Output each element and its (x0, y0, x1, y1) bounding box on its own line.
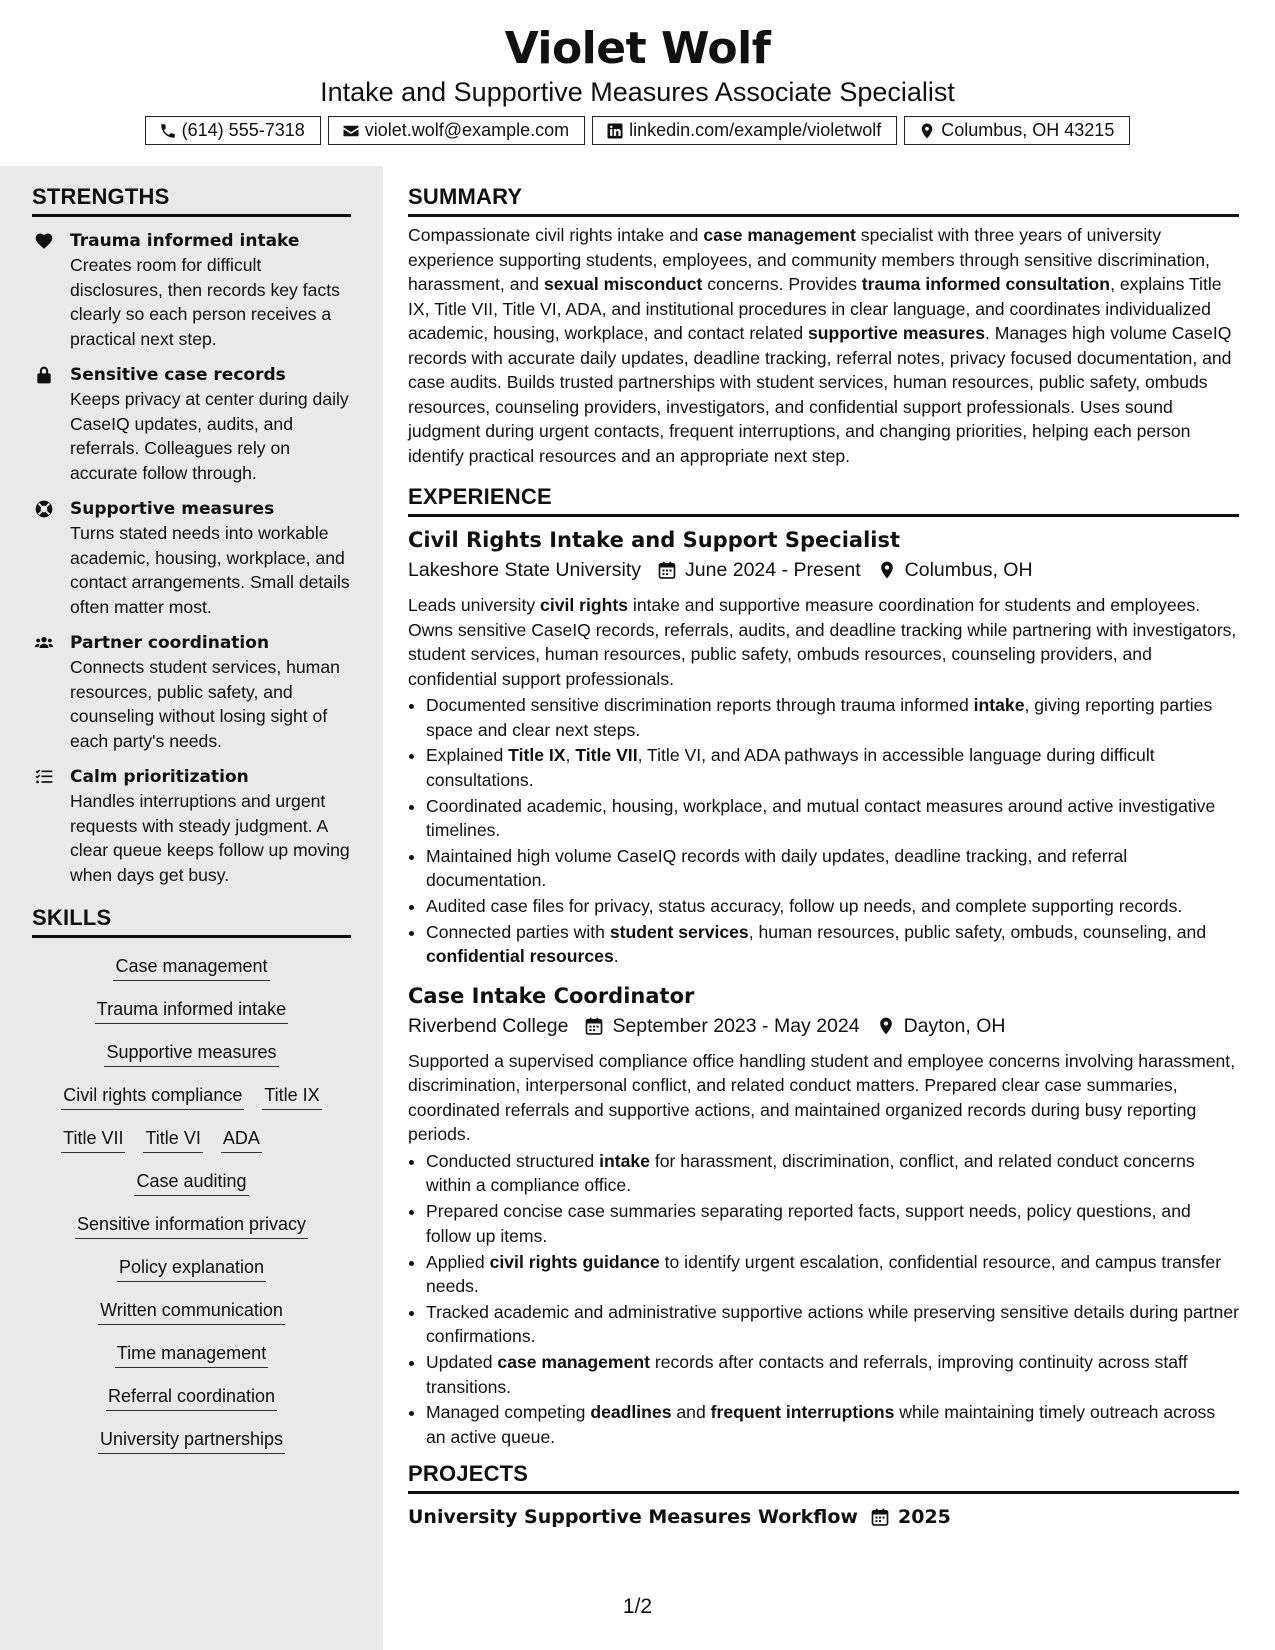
bullet-item: • Maintained high volume CaseIQ records with daily updates, deadline tracking, and referral documentation. (426, 844, 1239, 893)
bullet-item: • Applied civil rights guidance to identify urgent escalation, confidential resource, and campus transfer needs. (426, 1250, 1239, 1299)
contact-location (904, 116, 1130, 145)
emphasis-text: supportive measures (808, 323, 986, 343)
emphasis-text: student services (609, 921, 749, 942)
emphasis-text: confidential resources (426, 946, 614, 967)
job-description: Supported a supervised compliance office handling student and employee concerns involving harassment, discrimination, interpersonal conflict, and related conduct matters. Prepared clear case summaries, coordinated referrals and supportive actions, and maintained organized records during busy reporting periods. (408, 1050, 1236, 1145)
project-entry (408, 1502, 1239, 1532)
job-location: Columbus, OH (904, 559, 1033, 581)
emphasis-text: trauma informed consultation (861, 274, 1111, 294)
heart-icon (34, 231, 54, 251)
calendar-icon (870, 1507, 890, 1527)
strength-title: Supportive measures (70, 499, 275, 519)
strengths-heading: STRENGTHS (32, 184, 351, 217)
strength-item (32, 363, 351, 485)
contact-location-text: Columbus, OH 43215 (941, 120, 1115, 140)
strength-title: Trauma informed intake (70, 231, 300, 251)
contact-bar (0, 116, 1275, 145)
contact-email-text: violet.wolf@example.com (364, 120, 570, 140)
skill-tag: Supportive measures (104, 1040, 278, 1067)
job-org: Lakeshore State University (408, 559, 642, 581)
candidate-name: Violet Wolf (504, 23, 771, 74)
bullet-item: • Tracked academic and administrative supportive actions while preserving sensitive details during partner confirmations. (426, 1300, 1239, 1349)
skill-tag: Title IX (262, 1083, 321, 1110)
skill-tag: Title VI (143, 1126, 202, 1153)
contact-email[interactable] (328, 116, 585, 145)
bullet-item: • Connected parties with student services, human resources, public safety, ombuds, counseling, and confidential resources. (426, 920, 1239, 969)
job-dates: September 2023 - May 2024 (612, 1014, 860, 1037)
skill-tag: ADA (221, 1126, 262, 1153)
emphasis-text: civil rights guidance (489, 1251, 660, 1272)
skill-tag: Case management (113, 954, 269, 981)
skill-tag: Case auditing (134, 1169, 248, 1196)
projects-heading: PROJECTS (408, 1461, 1239, 1494)
skill-tag: Written communication (98, 1298, 285, 1325)
life-ring-icon (34, 499, 54, 519)
strength-desc: Creates room for difficult disclosures, then records key facts clearly so each person receives a practical next step. (70, 255, 340, 349)
emphasis-text: frequent interruptions (710, 1402, 895, 1423)
location-pin-icon (876, 1016, 896, 1036)
strength-item (32, 229, 351, 351)
emphasis-text: case management (703, 225, 856, 245)
bullet-item: • Managed competing deadlines and frequent interruptions while maintaining timely outreach across an active queue. (426, 1400, 1239, 1449)
strength-desc: Connects student services, human resources, public safety, and counseling without losing sight of each party's needs. (70, 657, 340, 751)
strength-item (32, 497, 351, 619)
skills-heading: SKILLS (32, 905, 351, 938)
summary-text: Compassionate civil rights intake and case management specialist with three years of university experience supporting students, employees, and community members through sensitive discrimination, harassment, and sexual misconduct concerns. Provides trauma informed consultation, explains Title IX, Title VII, Title VI, ADA, and institutional procedures in clear language, and coordinates individualized academic, housing, workplace, and contact related supportive measures. Manages high volume CaseIQ records with accurate daily updates, deadline tracking, referral notes, privacy focused documentation, and case audits. Builds trusted partnerships with student services, human resources, public safety, ombuds resources, counseling providers, investigators, and confidential support professionals. Uses sound judgment during urgent contacts, frequent interruptions, and changing priorities, helping each person identify practical resources and an appropriate next step. (408, 225, 1232, 466)
linkedin-icon (606, 122, 624, 140)
job-dates: June 2024 - Present (685, 559, 861, 581)
experience-heading: EXPERIENCE (408, 484, 1239, 517)
strength-title: Sensitive case records (70, 365, 286, 385)
skill-tag: Time management (115, 1341, 268, 1368)
main-column (408, 166, 1239, 1650)
skill-tag: Title VII (61, 1126, 125, 1153)
job-location: Dayton, OH (903, 1014, 1006, 1037)
envelope-icon (342, 122, 360, 140)
resume-header (0, 0, 1275, 166)
emphasis-text: case management (497, 1352, 650, 1373)
page-number: 1/2 (622, 1595, 653, 1618)
bullet-item: • Audited case files for privacy, status accuracy, follow up needs, and complete supporting records. (426, 894, 1239, 919)
list-check-icon (34, 767, 54, 787)
location-pin-icon (918, 122, 936, 140)
emphasis-text: Title IX (508, 745, 566, 766)
bullet-item: • Documented sensitive discrimination reports through trauma informed intake, giving reporting parties space and clear next steps. (426, 693, 1239, 742)
emphasis-text: Title VII (575, 745, 638, 766)
emphasis-text: sexual misconduct (543, 274, 703, 294)
bullet-item: • Updated case management records after contacts and referrals, improving continuity across staff transitions. (426, 1350, 1239, 1399)
skills-list (32, 954, 351, 1454)
job-meta (408, 555, 1239, 585)
job-org: Riverbend College (408, 1014, 569, 1037)
emphasis-text: intake (973, 695, 1025, 715)
job-title: Case Intake Coordinator (408, 983, 695, 1008)
candidate-headline: Intake and Supportive Measures Associate Specialist (320, 77, 955, 107)
project-title: University Supportive Measures Workflow (408, 1506, 858, 1529)
bullet-item: • Prepared concise case summaries separating reported facts, support needs, policy questions, and follow up items. (426, 1199, 1239, 1248)
skill-tag: Policy explanation (117, 1255, 266, 1282)
contact-phone-text: (614) 555-7318 (181, 120, 305, 140)
strength-item (32, 631, 351, 753)
emphasis-text: civil rights (540, 595, 629, 615)
phone-icon (159, 122, 177, 140)
job-meta (408, 1011, 1239, 1041)
contact-linkedin-text: linkedin.com/example/violetwolf (629, 120, 882, 140)
job-bullets (408, 693, 1239, 969)
job-entry (408, 981, 1239, 1449)
strength-desc: Handles interruptions and urgent requests with steady judgment. A clear queue keeps follow up moving when days get busy. (70, 791, 350, 885)
emphasis-text: deadlines (590, 1402, 672, 1423)
skill-tag: Referral coordination (106, 1384, 277, 1411)
skill-tag: Trauma informed intake (95, 997, 288, 1024)
summary-heading: SUMMARY (408, 184, 1239, 217)
strength-title: Partner coordination (70, 633, 270, 653)
calendar-icon (584, 1016, 604, 1036)
job-title: Civil Rights Intake and Support Specialist (408, 528, 901, 552)
skill-tag: Sensitive information privacy (75, 1212, 308, 1239)
job-entry (408, 525, 1239, 969)
users-icon (34, 633, 54, 653)
skill-tag: University partnerships (98, 1427, 285, 1454)
project-year: 2025 (898, 1506, 951, 1529)
calendar-icon (657, 560, 677, 580)
sidebar (0, 166, 383, 1650)
contact-linkedin[interactable] (592, 116, 897, 145)
job-bullets (408, 1149, 1239, 1449)
strength-item (32, 765, 351, 887)
job-description: Leads university civil rights intake and supportive measure coordination for students and employees. Owns sensitive CaseIQ records, referrals, audits, and deadline tracking while partnering with investigators, student services, human resources, public safety, ombuds resources, counseling providers, and confidential support professionals. (408, 595, 1237, 689)
strength-desc: Turns stated needs into workable academic, housing, workplace, and contact arrangements. Small details often matter most. (70, 523, 350, 617)
location-pin-icon (877, 560, 897, 580)
strength-desc: Keeps privacy at center during daily CaseIQ updates, audits, and referrals. Colleagues rely on accurate follow through. (70, 389, 349, 483)
emphasis-text: intake (599, 1150, 650, 1171)
bullet-item: • Conducted structured intake for harassment, discrimination, conflict, and related conduct concerns within a compliance office. (426, 1149, 1239, 1198)
lock-icon (34, 365, 54, 385)
strength-title: Calm prioritization (70, 767, 249, 787)
bullet-item: • Explained Title IX, Title VII, Title VI, and ADA pathways in accessible language during difficult consultations. (426, 743, 1239, 792)
contact-phone[interactable] (145, 116, 321, 145)
skill-tag: Civil rights compliance (61, 1083, 244, 1110)
bullet-item: • Coordinated academic, housing, workplace, and mutual contact measures around active investigative timelines. (426, 794, 1239, 843)
